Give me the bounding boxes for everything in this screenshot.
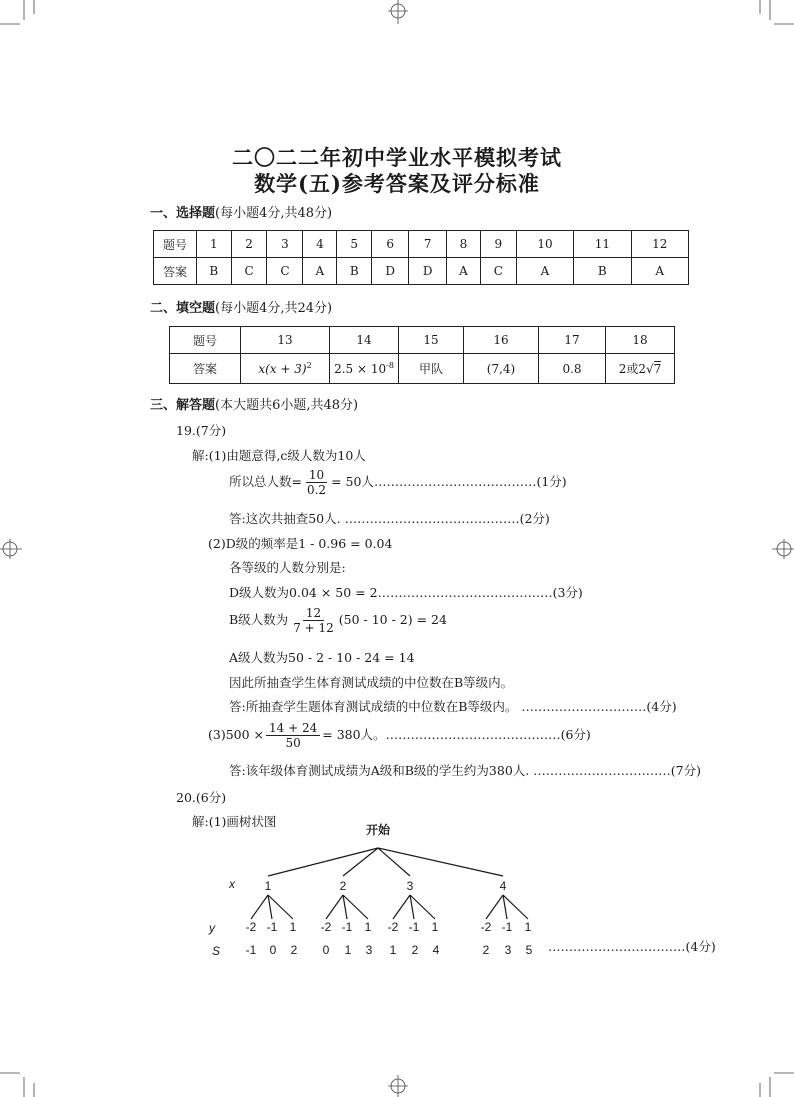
answer-13-exponent: 2 xyxy=(306,361,312,370)
tree-s-value: 3 xyxy=(365,943,373,957)
leader-dots: ………………………… xyxy=(517,699,647,714)
tree-y-value: 1 xyxy=(431,920,439,934)
answer-cell: C xyxy=(231,258,267,285)
question-number: 12 xyxy=(631,231,689,258)
answer-14-exponent: -8 xyxy=(386,361,394,370)
answer-cell: A xyxy=(446,258,480,285)
answer-cell: D xyxy=(409,258,446,285)
answer-15: 甲队 xyxy=(399,354,464,384)
question-number: 18 xyxy=(606,327,675,354)
tree-y-value: -1 xyxy=(501,920,513,934)
answer-cell: A xyxy=(631,258,689,285)
question-number: 2 xyxy=(231,231,267,258)
q20-label: 20.(6分) xyxy=(176,790,227,805)
section-2-heading xyxy=(150,297,332,316)
q19-line-2-pre: 所以总人数= xyxy=(229,474,302,489)
q19-line-12 xyxy=(229,761,701,779)
question-number: 8 xyxy=(446,231,480,258)
fraction-numerator: 14 + 24 xyxy=(266,721,320,736)
tree-x-value: 4 xyxy=(499,879,507,893)
tree-y-value: -1 xyxy=(341,920,353,934)
row-label: 题号 xyxy=(154,231,197,258)
q19-line-11-post: = 380人。 xyxy=(322,727,386,742)
answer-13 xyxy=(241,354,330,384)
fraction-numerator: 10 xyxy=(306,468,327,483)
score-note: (2分) xyxy=(519,511,550,526)
q19-line-2 xyxy=(229,468,567,497)
section-2-title: 二、填空题 xyxy=(150,301,216,316)
tree-labels xyxy=(208,822,533,958)
answer-cell: B xyxy=(197,258,232,285)
score-note: (4分) xyxy=(685,939,716,954)
tree-s-value: 4 xyxy=(432,943,440,957)
leader-dots: …………………………………… xyxy=(385,727,561,742)
tree-branch-x-to-y xyxy=(486,895,503,919)
question-number: 15 xyxy=(399,327,464,354)
tree-y-value: -1 xyxy=(266,920,278,934)
q19-line-10-text: 答:所抽查学生题体育测试成绩的中位数在B等级内。 xyxy=(229,699,518,714)
fraction-numerator: 12 xyxy=(303,606,324,621)
section-1-note: (每小题4分,共48分) xyxy=(215,206,333,221)
tree-s-value: 2 xyxy=(482,943,490,957)
tree-y-value: -2 xyxy=(387,920,399,934)
tree-x-value: 3 xyxy=(406,879,414,893)
question-number: 1 xyxy=(197,231,232,258)
tree-branch-x-to-y xyxy=(326,895,343,919)
fill-answer-row xyxy=(170,354,675,384)
answer-17: 0.8 xyxy=(539,354,606,384)
tree-branch-root-to-x xyxy=(378,848,410,876)
q19-line-11 xyxy=(208,721,591,750)
tree-root-label: 开始 xyxy=(365,823,391,837)
answer-cell: B xyxy=(337,258,372,285)
tree-s-value: 3 xyxy=(504,943,512,957)
tree-s-value: -1 xyxy=(245,943,257,957)
question-number: 9 xyxy=(480,231,516,258)
tree-s-value: 2 xyxy=(411,943,419,957)
answer-cell: A xyxy=(516,258,573,285)
section-3-title: 三、解答题 xyxy=(150,398,216,413)
choice-answer-row xyxy=(154,258,689,285)
question-number: 10 xyxy=(516,231,573,258)
question-number: 13 xyxy=(241,327,330,354)
section-3-note: (本大题共6小题,共48分) xyxy=(215,398,359,413)
leader-dots: …………………………………… xyxy=(377,585,553,600)
tree-x-value: 2 xyxy=(339,879,347,893)
fraction-denominator: 7 + 12 xyxy=(293,621,334,635)
q19-line-4: (2)D级的频率是1 - 0.96 = 0.04 xyxy=(208,536,393,551)
section-3-heading xyxy=(150,394,358,413)
document-subtitle: 数学(五)参考答案及评分标准 xyxy=(254,171,540,196)
answer-14-base: 2.5 × 10 xyxy=(334,362,387,376)
q19-line-3-text: 答:这次共抽查50人. xyxy=(229,511,341,526)
fill-answer-table xyxy=(169,326,675,384)
fraction xyxy=(304,468,329,497)
tree-s-value: 0 xyxy=(322,943,330,957)
q19-line-12-text: 答:该年级体育测试成绩为A级和B级的学生约为380人. xyxy=(229,763,530,778)
question-number: 5 xyxy=(337,231,372,258)
question-number: 16 xyxy=(464,327,539,354)
score-note: (7分) xyxy=(670,763,701,778)
question-number: 17 xyxy=(539,327,606,354)
leader-dots: …………………………………… xyxy=(340,511,520,526)
tree-y-value: -2 xyxy=(245,920,257,934)
sqrt-symbol: √ xyxy=(645,362,654,376)
tree-row-label-s: S xyxy=(211,944,221,958)
tree-branch-root-to-x xyxy=(268,848,378,876)
choice-answer-table xyxy=(153,230,689,285)
score-note: (1分) xyxy=(536,474,567,489)
answer-18 xyxy=(606,354,675,384)
tree-y-value: -1 xyxy=(408,920,420,934)
tree-branch-x-to-y xyxy=(251,895,268,919)
tree-row-label-y: y xyxy=(209,921,215,935)
row-label: 题号 xyxy=(170,327,241,354)
answer-cell: D xyxy=(372,258,409,285)
tree-s-value: 1 xyxy=(344,943,352,957)
q19-line-2-post: = 50人 xyxy=(331,474,374,489)
answer-cell: B xyxy=(574,258,631,285)
tree-y-value: 1 xyxy=(364,920,372,934)
question-number: 6 xyxy=(372,231,409,258)
section-2-note: (每小题4分,共24分) xyxy=(215,301,333,316)
tree-row-label-x: x xyxy=(229,877,235,891)
tree-s-value: 5 xyxy=(525,943,533,957)
section-1-heading xyxy=(150,202,332,221)
leader-dots: …………………………… xyxy=(529,763,671,778)
section-1-title: 一、选择题 xyxy=(150,206,216,221)
fraction-denominator: 0.2 xyxy=(306,483,327,497)
tree-branches xyxy=(251,848,528,919)
q19-line-9: 因此所抽查学生体育测试成绩的中位数在B等级内。 xyxy=(229,675,514,690)
fill-number-row xyxy=(170,327,675,354)
score-note: (4分) xyxy=(646,699,677,714)
q19-line-10 xyxy=(229,697,677,715)
tree-y-value: -2 xyxy=(320,920,332,934)
tree-s-value: 1 xyxy=(389,943,397,957)
choice-number-row xyxy=(154,231,689,258)
q19-label: 19.(7分) xyxy=(176,423,227,438)
q20-score-line xyxy=(548,937,716,955)
tree-x-value: 1 xyxy=(264,879,272,893)
leader-dots: …………………………… xyxy=(548,939,686,954)
fraction-denominator: 50 xyxy=(285,736,301,750)
q19-line-11-pre: (3)500 × xyxy=(208,727,265,742)
q19-line-6 xyxy=(229,583,583,601)
question-number: 4 xyxy=(303,231,337,258)
tree-y-value: 1 xyxy=(289,920,297,934)
row-label: 答案 xyxy=(154,258,197,285)
q19-line-8: A级人数为50 - 2 - 10 - 24 = 14 xyxy=(229,650,415,665)
tree-y-value: -2 xyxy=(480,920,492,934)
score-note: (3分) xyxy=(552,585,583,600)
q20-line-1: 解:(1)画树状图 xyxy=(192,814,277,829)
tree-s-value: 2 xyxy=(290,943,298,957)
q19-line-7-post: (50 - 10 - 2) = 24 xyxy=(338,612,447,627)
answer-14 xyxy=(330,354,399,384)
leader-dots: ………………………………… xyxy=(373,474,537,489)
q19-line-5: 各等级的人数分别是: xyxy=(229,560,346,575)
answer-cell: C xyxy=(267,258,303,285)
question-number: 14 xyxy=(330,327,399,354)
answer-18-radicand: 7 xyxy=(653,362,662,376)
q19-line-6-text: D级人数为0.04 × 50 = 2 xyxy=(229,585,378,600)
row-label: 答案 xyxy=(170,354,241,384)
answer-18-prefix: 2或2 xyxy=(618,362,646,376)
question-number: 7 xyxy=(409,231,446,258)
answer-cell: C xyxy=(480,258,516,285)
tree-branch-root-to-x xyxy=(378,848,503,876)
answer-16: (7,4) xyxy=(464,354,539,384)
tree-y-value: 1 xyxy=(524,920,532,934)
fraction xyxy=(290,606,337,635)
score-note: (6分) xyxy=(560,727,591,742)
q19-line-7-pre: B级人数为 xyxy=(229,612,289,627)
fraction xyxy=(266,721,320,750)
q19-line-7 xyxy=(229,606,447,635)
tree-s-value: 0 xyxy=(269,943,277,957)
answer-cell: A xyxy=(303,258,337,285)
document-title: 二〇二二年初中学业水平模拟考试 xyxy=(232,145,562,170)
q19-line-1: 解:(1)由题意得,c级人数为10人 xyxy=(192,448,366,463)
tree-branch-x-to-y xyxy=(393,895,410,919)
q19-line-3 xyxy=(229,509,550,527)
answer-13-base: x(x + 3) xyxy=(258,362,307,376)
question-number: 3 xyxy=(267,231,303,258)
question-number: 11 xyxy=(574,231,631,258)
